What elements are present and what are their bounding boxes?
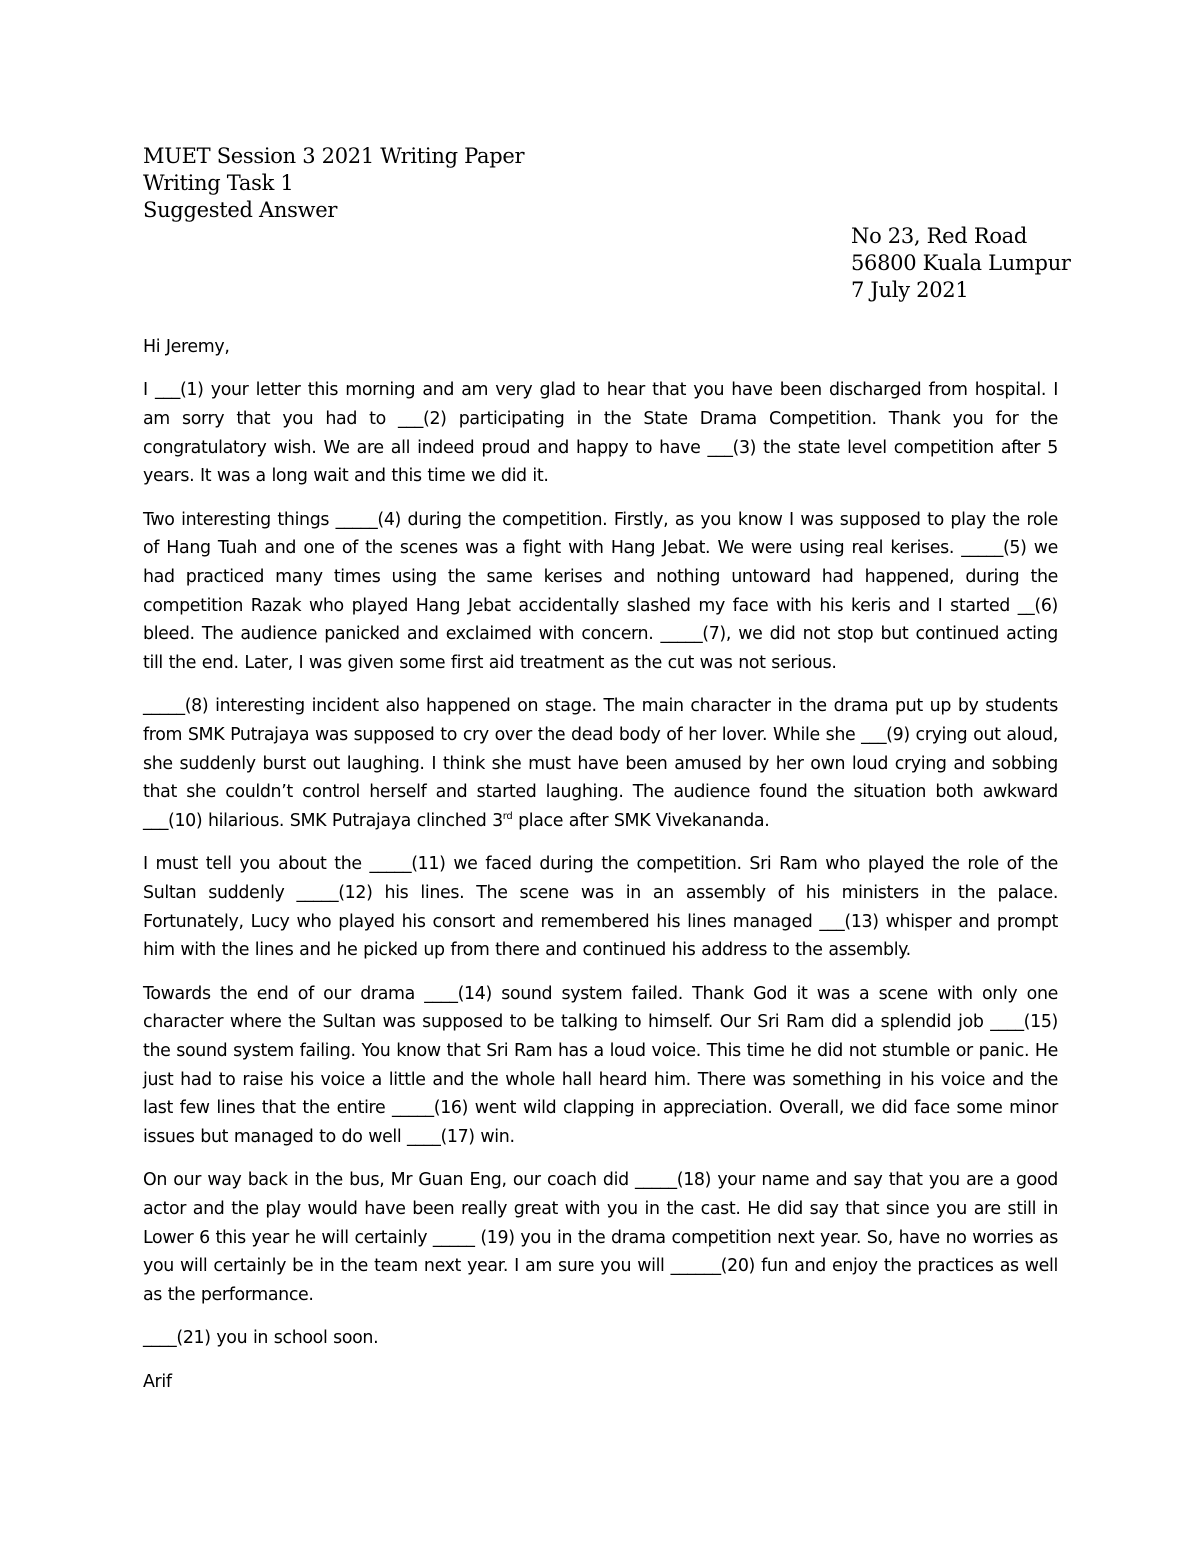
ordinal-suffix: rd [502,811,513,823]
paragraph-3 [143,692,1058,836]
letter-date: 7 July 2021 [851,278,969,302]
paragraph-3-end: place after SMK Vivekananda. [512,811,770,832]
document-header [143,143,524,224]
closing-line: ____(21) you in school soon. [143,1328,379,1349]
paragraph-5: Towards the end of our drama ____(14) sound system failed. Thank God it was a scene with only one character where the Sultan was supposed to be talking to himself. Our Sri Ram did a splendid job ____(15) the sound system failing. You know that Sri Ram has a loud voice. This time he did not stumble or panic. He just had to raise his voice a little and the whole hall heard him. There was something in his voice and the last few lines that the entire _____(16) went wild clapping in appreciation. Overall, we did face some minor issues but managed to do well ____(17) win. [143,983,1058,1148]
address-street: No 23, Red Road [851,224,1028,248]
letter-body [143,333,1058,1411]
sender-address [851,223,1071,304]
signature: Arif [143,1371,172,1392]
paragraph-6: On our way back in the bus, Mr Guan Eng, our coach did _____(18) your name and say that you are a good actor and the play would have been really great with you in the cast. He did say that since you are still in Lower 6 this year he will certainly _____ (19) you in the drama competition next year. So, have no worries as you will certainly be in the team next year. I am sure you will ______(20) fun and enjoy the practices as well as the performance. [143,1170,1058,1306]
paragraph-4: I must tell you about the _____(11) we faced during the competition. Sri Ram who played the role of the Sultan suddenly _____(12) his lines. The scene was in an assembly of his ministers in the palace. Fortunately, Lucy who played his consort and remembered his lines managed ___(13) whisper and prompt him with the lines and he picked up from there and continued his address to the assembly. [143,854,1058,961]
paragraph-2: Two interesting things _____(4) during the competition. Firstly, as you know I was supposed to play the role of Hang Tuah and one of the scenes was a fight with Hang Jebat. We were using real kerises. _____(5) we had practiced many times using the same kerises and nothing untoward had happened, during the competition Razak who played Hang Jebat accidentally slashed my face with his keris and I started __(6) bleed. The audience panicked and exclaimed with concern. _____(7), we did not stop but continued acting till the end. Later, I was given some first aid treatment as the cut was not serious. [143,509,1058,674]
paragraph-3-text: _____(8) interesting incident also happened on stage. The main character in the drama put up by students from SMK Putrajaya was supposed to cry over the dead body of her lover. While she ___(9) crying out aloud, she suddenly burst out laughing. I think she must have been amused by her own loud crying and sobbing that she couldn’t control herself and started laughing. The audience found the situation both awkward ___(10) hilarious. SMK Putrajaya clinched 3 [143,696,1058,832]
address-city: 56800 Kuala Lumpur [851,251,1071,275]
paragraph-1: I ___(1) your letter this morning and am very glad to hear that you have been discharged from hospital. I am sorry that you had to ___(2) participating in the State Drama Competition. Thank you for the congratulatory wish. We are all indeed proud and happy to have ___(3) the state level competition after 5 years. It was a long wait and this time we did it. [143,380,1058,487]
task-title: Writing Task 1 [143,171,294,195]
greeting: Hi Jeremy, [143,337,230,357]
answer-label: Suggested Answer [143,198,338,222]
exam-title: MUET Session 3 2021 Writing Paper [143,144,525,168]
